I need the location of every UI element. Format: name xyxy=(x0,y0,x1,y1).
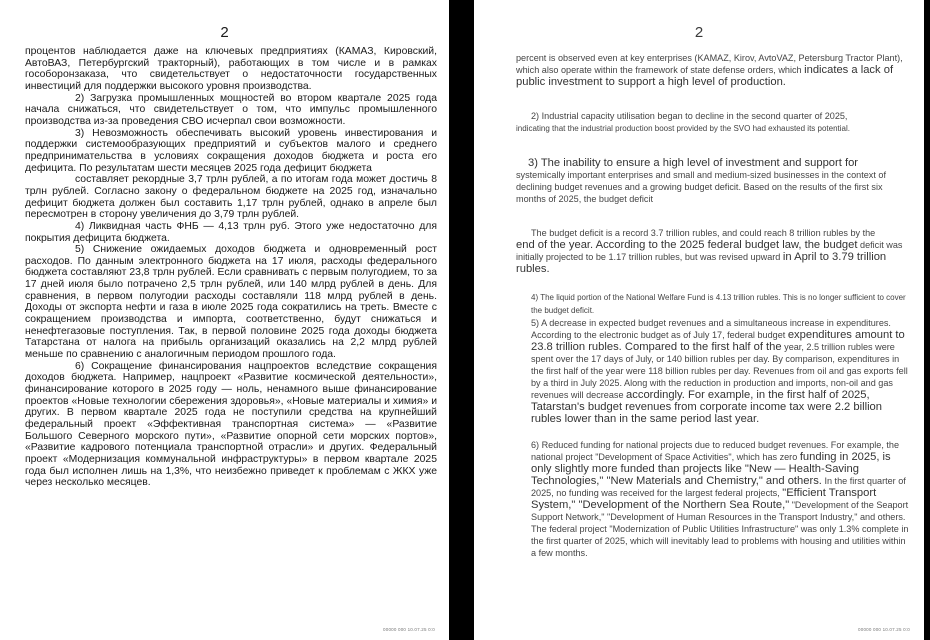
english-text-body xyxy=(516,52,910,559)
paragraph-1-text: percent is observed even at key enterprises (KAMAZ, Kirov, AvtoVAZ, Petersburg Tractor Plant), which also operate within the framework of state defense orders, which xyxy=(516,53,903,75)
paragraph-6 xyxy=(516,317,910,425)
page-number: 2 xyxy=(694,24,704,41)
paragraph-7-body-text-2: "Development of the Seaport Support Network," "Development of Human Resources in the Transport Industry," and others. The federal project "Modernization of Public Utilities Infrastructure" was only 1.3% complete in the first quarter of 2025, which will inevitably lead to problems with housing and utilities within a few months. xyxy=(531,500,909,558)
paragraph-5: 5) Снижение ожидаемых доходов бюджета и одновременный рост расходов. По данным электронного бюджета на 17 июля, расходы федерального бюджета составляют 23,8 трлн рублей. Если сравнивать с первым полугодием, то за 17 дней июля было потрачено 2,5 трлн рублей, или 140 млрд рублей в день. Для сравнения, в первом полугодии расходы составляли 118 млрд рублей в день. Доходы от экспорта нефти и газа в июле 2025 года сократились на треть. Вместе с сокращением производства и импорта, соответственно, будут снижаться и ненефтегазовые поступления. Так, в первой половине 2025 года доходы бюджета Татарстана от налога на прибыль организаций оказались на 2,2 млрд рублей меньше по сравнению с аналогичным периодом прошлого года. xyxy=(25,244,437,361)
paragraph-5 xyxy=(516,291,910,317)
paragraph-3-text: systemically important enterprises and small and medium-sized businesses in the context of declining budget revenues and a growing budget deficit. Based on the results of the xyxy=(516,170,886,192)
paragraph-2-small-text: indicating that the industrial production boost provided by the SVO had exhausted its potential. xyxy=(516,124,850,133)
paragraph-4-text: The budget deficit is a record 3.7 trillion rubles, and could reach 8 trillion rubles by the xyxy=(531,228,876,238)
paragraph-7-large-text: funding in 2025, is only slightly more funded than projects like "New — Health-Saving Technologies," "New Materials and Chemistry," and others. xyxy=(531,451,891,487)
paragraph-3: 3) Невозможность обеспечивать высокий уровень инвестирования и поддержки системообразующих предприятий и субъектов малого и среднего предпринимательства в условиях сокращения доходов бюджета и роста его дефицита. По результатам шести месяцев 2025 года дефицит бюджета xyxy=(25,127,437,174)
english-page xyxy=(474,0,924,640)
page-footer: 00000 000 10.07.25 0:0 xyxy=(858,627,910,632)
paragraph-1: процентов наблюдается даже на ключевых предприятиях (КАМАЗ, Кировский, АвтоВАЗ, Петербургский тракторный), работающих в том числе и в рамках гособоронзаказа, что свидетельствует о недостаточности государственных инвестиций для поддержки высокого уровня производства. xyxy=(25,46,437,92)
paragraph-6-large-text-2: accordingly. For example, in the first half of 2025, Tatarstan's budget revenues from corporate income tax were 2.2 billion rubles lower than in the same period last year. xyxy=(531,389,882,425)
paragraph-7-body-text: In the first quarter of 2025, no funding was received for the largest federal projects, xyxy=(531,476,906,498)
paragraph-2: 2) Загрузка промышленных мощностей во втором квартале 2025 года начала снижаться, что свидетельствует о том, что импульс промышленного производства из-за проведения СВО исчерпал свои возможности. xyxy=(25,92,437,127)
page-number: 2 xyxy=(220,24,229,41)
paragraph-4-large-text-2: in April to 3.79 trillion rubles. xyxy=(516,251,887,275)
paragraph-4-large-text: end of the year. According to the 2025 federal budget law, the budget xyxy=(516,239,858,251)
paragraph-2-small xyxy=(516,122,910,135)
russian-page xyxy=(0,0,449,640)
paragraph-4: 4) Ликвидная часть ФНБ — 4,13 трлн руб. Этого уже недостаточно для покрытия дефицита бюджета. xyxy=(25,220,437,244)
paragraph-2-text: 2) Industrial capacity utilisation began to decline in the second quarter of 2025, xyxy=(531,111,848,121)
paragraph-1-large-text: indicates a lack of public investment to support a high level of production. xyxy=(516,64,894,88)
paragraph-7-text: 6) Reduced funding for national projects due to reduced budget revenues. For example, the national project "Development of Space Activities", which has zero xyxy=(531,440,900,462)
paragraph-3 xyxy=(516,169,910,205)
paragraph-4-body xyxy=(516,239,910,275)
paragraph-2 xyxy=(516,110,910,122)
paragraph-3-heading xyxy=(516,157,910,169)
paragraph-1 xyxy=(516,52,910,88)
paragraph-6-text: 5) A decrease in expected budget revenues and a simultaneous increase in expenditures. According to the electronic budget as of July 17, federal budget xyxy=(531,318,891,340)
paragraph-4 xyxy=(516,227,910,239)
russian-text-body xyxy=(25,46,437,489)
page-footer: 00000 000 10.07.25 0:0 xyxy=(383,627,435,632)
paragraph-6-large-text: expenditures amount to 23.8 trillion rubles. Compared to the first half of the xyxy=(531,329,905,353)
paragraph-5-text: 4) The liquid portion of the National Welfare Fund is 4.13 trillion rubles. This is no longer sufficient to cover the budget deficit. xyxy=(531,293,906,315)
paragraph-4-body-text: deficit was initially projected to be 1.17 trillion rubles, but was revised upward xyxy=(516,240,903,262)
paragraph-7-large-text-2: "Efficient Transport System," "Development of the Northern Sea Route," xyxy=(531,487,877,511)
paragraph-7 xyxy=(516,439,910,559)
paragraph-3-end-text: first six months of 2025, the budget deficit xyxy=(516,182,883,204)
paragraph-3-continued: составляет рекордные 3,7 трлн рублей, а по итогам года может достичь 8 трлн рублей. Согласно закону о федеральном бюджете на 2025 год, изначально дефицит бюджета должен был составить 1,17 трлн рублей, однако в апреле был пересмотрен в сторону увеличения до 3,79 трлн рублей. xyxy=(25,174,437,221)
paragraph-3-large-text: 3) The inability to ensure a high level of investment and support for xyxy=(528,157,859,169)
paragraph-6: 6) Сокращение финансирования нацпроектов вследствие сокращения доходов бюджета. Например, нацпроект «Развитие космической деятельности», финансирование которого в 2025 году — ноль, ненамного выше финансирование проектов «Новые технологии сбережения здоровья», «Новые материалы и химия» и других. В первом квартале 2025 года не поступили средства на крупнейший федеральный проект «Эффективная транспортная система» — «Развитие Большого Северного морского пути», «Развитие опорной сети морских портов», «Развитие кадрового потенциала транспортной отрасли» и других. Федеральный проект «Модернизация коммунальной инфраструктуры» в первом квартале 2025 года был исполнен лишь на 1,3%, что неизбежно приведет к проблемам с ЖКХ уже через несколько месяцев. xyxy=(25,360,437,489)
paragraph-6-body-text: year, 2.5 trillion rubles were spent over the 17 days of July, or 140 billion rubles per day. By comparison, expenditures in the first half of the year were 118 billion rubles per day. Revenues from oil and gas exports fell by a third in July 2025. Along with the reduction in production and imports, non-oil and gas revenues will decrease xyxy=(531,342,908,400)
